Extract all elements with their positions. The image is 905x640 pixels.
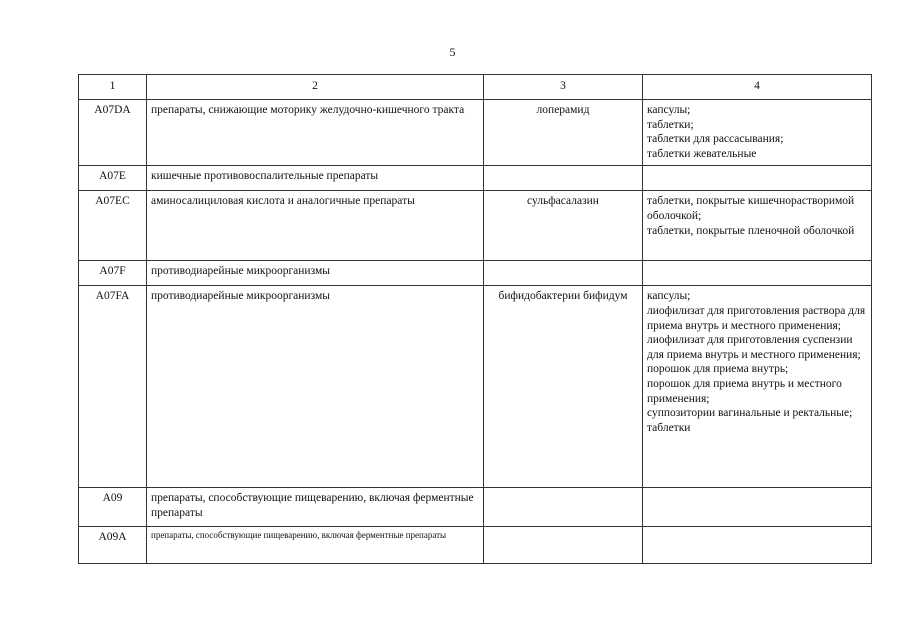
group-name-cell: препараты, снижающие моторику желудочно-кишечного тракта [147, 100, 484, 166]
atc-code-cell: A07DA [79, 100, 147, 166]
inn-cell [484, 488, 643, 527]
dosage-forms-cell [643, 100, 872, 166]
table-header-row [79, 75, 872, 100]
atc-code-cell: A07FA [79, 286, 147, 488]
atc-code-cell: A09 [79, 488, 147, 527]
dosage-forms-cell [643, 488, 872, 527]
table-row [79, 100, 872, 166]
group-name-cell: противодиарейные микроорганизмы [147, 286, 484, 488]
dosage-form-item: порошок для приема внутрь; [647, 363, 789, 376]
table-row [79, 261, 872, 286]
dosage-form-item: таблетки, покрытые кишечнорастворимой оболочкой; [647, 195, 855, 222]
group-name-cell: препараты, способствующие пищеварению, включая ферментные препараты [147, 488, 484, 527]
dosage-form-item: таблетки [647, 421, 691, 434]
column-header-1: 1 [79, 75, 147, 100]
table-row [79, 191, 872, 261]
inn-cell: сульфасалазин [484, 191, 643, 261]
dosage-form-item: лиофилизат для приготовления суспензии для приема внутрь и местного применения; [647, 334, 861, 361]
inn-cell [484, 527, 643, 564]
group-name-cell: кишечные противовоспалительные препараты [147, 166, 484, 191]
dosage-form-item: таблетки; [647, 118, 694, 131]
table-row [79, 166, 872, 191]
atc-code-cell: A09A [79, 527, 147, 564]
page-number: 5 [449, 45, 456, 59]
dosage-forms-cell [643, 527, 872, 564]
inn-cell [484, 166, 643, 191]
column-header-2: 2 [147, 75, 484, 100]
column-header-3: 3 [484, 75, 643, 100]
dosage-forms-cell [643, 286, 872, 488]
group-name-cell: противодиарейные микроорганизмы [147, 261, 484, 286]
dosage-form-item: порошок для приема внутрь и местного применения; [647, 377, 842, 405]
atc-code-cell: A07E [79, 166, 147, 191]
group-name-cell: аминосалициловая кислота и аналогичные препараты [147, 191, 484, 261]
atc-code-cell: A07EC [79, 191, 147, 261]
dosage-form-item: таблетки, покрытые пленочной оболочкой [647, 224, 855, 237]
column-header-4: 4 [643, 75, 872, 100]
dosage-form-item: таблетки жевательные [647, 147, 757, 160]
atc-code-cell: A07F [79, 261, 147, 286]
dosage-form-item: лиофилизат для приготовления раствора для приема внутрь и местного применения; [647, 304, 866, 332]
dosage-form-item: капсулы; [647, 290, 691, 303]
group-name-cell: препараты, способствующие пищеварению, включая ферментные препараты [147, 527, 484, 564]
dosage-form-item: капсулы; [647, 104, 691, 116]
table-row [79, 527, 872, 564]
dosage-forms-cell [643, 191, 872, 261]
dosage-forms-cell [643, 261, 872, 286]
inn-cell: бифидобактерии бифидум [484, 286, 643, 488]
dosage-forms-cell [643, 166, 872, 191]
inn-cell [484, 261, 643, 286]
drug-classification-table [78, 74, 872, 564]
table-row [79, 488, 872, 527]
table-row [79, 286, 872, 488]
inn-cell: лоперамид [484, 100, 643, 166]
dosage-form-item: суппозитории вагинальные и ректальные; [647, 407, 853, 420]
dosage-form-item: таблетки для рассасывания; [647, 133, 784, 146]
